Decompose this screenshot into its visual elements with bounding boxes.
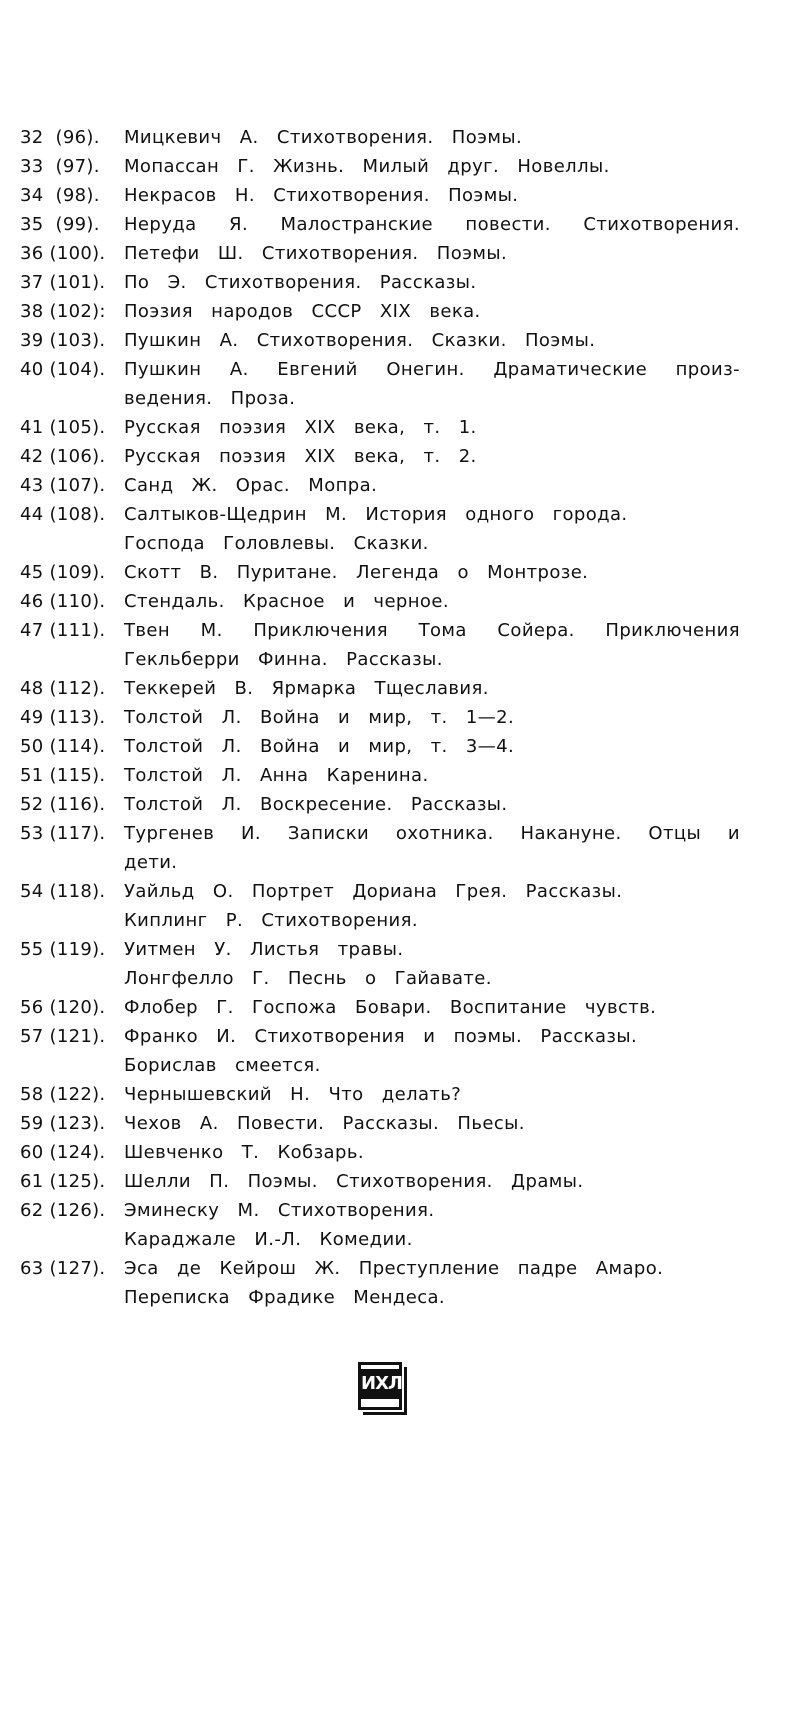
list-item xyxy=(20,558,740,587)
item-line: Караджале И.-Л. Комедии. xyxy=(124,1229,413,1250)
list-item xyxy=(20,297,740,326)
list-item xyxy=(20,761,740,790)
item-number: 53 (117). xyxy=(20,823,106,844)
item-text xyxy=(124,471,740,500)
item-text xyxy=(124,761,740,790)
item-line: Поэзия народов СССР XIX века. xyxy=(124,301,481,322)
list-item xyxy=(20,616,740,674)
item-number: 60 (124). xyxy=(20,1142,106,1163)
item-line: Петефи Ш. Стихотворения. Поэмы. xyxy=(124,243,508,264)
list-item xyxy=(20,326,740,355)
item-line: Пушкин А. Стихотворения. Сказки. Поэмы. xyxy=(124,330,596,351)
item-line: Чехов А. Повести. Рассказы. Пьесы. xyxy=(124,1113,525,1134)
item-line: Салтыков-Щедрин М. История одного города. xyxy=(124,504,628,525)
item-line: Пушкин А. Евгений Онегин. Драматические произ- xyxy=(124,359,740,380)
item-line: Киплинг Р. Стихотворения. xyxy=(124,910,418,931)
list-item xyxy=(20,993,740,1022)
list-item xyxy=(20,790,740,819)
item-number: 57 (121). xyxy=(20,1026,106,1047)
list-item xyxy=(20,355,740,413)
item-number: 55 (119). xyxy=(20,939,106,960)
item-number: 48 (112). xyxy=(20,678,106,699)
item-line: Флобер Г. Госпожа Бовари. Воспитание чувств. xyxy=(124,997,657,1018)
list-item xyxy=(20,413,740,442)
item-line: Толстой Л. Анна Каренина. xyxy=(124,765,429,786)
item-line: Уайльд О. Портрет Дориана Грея. Рассказы. xyxy=(124,881,623,902)
item-text xyxy=(124,935,740,993)
list-item xyxy=(20,1022,740,1080)
list-item xyxy=(20,1254,740,1312)
list-item xyxy=(20,1080,740,1109)
item-text xyxy=(124,703,740,732)
item-number: 54 (118). xyxy=(20,881,106,902)
item-line: Шелли П. Поэмы. Стихотворения. Драмы. xyxy=(124,1171,584,1192)
item-text xyxy=(124,1167,740,1196)
item-number: 46 (110). xyxy=(20,591,106,612)
list-item xyxy=(20,123,740,152)
item-number: 42 (106). xyxy=(20,446,106,467)
list-item xyxy=(20,877,740,935)
item-line: Лонгфелло Г. Песнь о Гайавате. xyxy=(124,968,492,989)
item-number: 43 (107). xyxy=(20,475,106,496)
item-number: 47 (111). xyxy=(20,620,106,641)
item-line: дети. xyxy=(124,852,178,873)
item-line: Франко И. Стихотворения и поэмы. Рассказы. xyxy=(124,1026,638,1047)
item-text xyxy=(124,993,740,1022)
item-line: Русская поэзия XIX века, т. 2. xyxy=(124,446,477,467)
item-line: Гекльберри Финна. Рассказы. xyxy=(124,649,443,670)
item-line: Толстой Л. Воскресение. Рассказы. xyxy=(124,794,508,815)
item-text xyxy=(124,877,740,935)
logo-text: ИХЛ xyxy=(361,1369,399,1399)
book-list xyxy=(20,123,740,1312)
item-line: Шевченко Т. Кобзарь. xyxy=(124,1142,364,1163)
list-item xyxy=(20,1138,740,1167)
list-item xyxy=(20,500,740,558)
item-line: Неруда Я. Малостранские повести. Стихотворения. xyxy=(124,214,740,235)
item-line: Эминеску М. Стихотворения. xyxy=(124,1200,435,1221)
item-text xyxy=(124,1196,740,1254)
item-number: 40 (104). xyxy=(20,359,106,380)
list-item xyxy=(20,471,740,500)
item-text xyxy=(124,558,740,587)
list-item xyxy=(20,674,740,703)
item-number: 39 (103). xyxy=(20,330,106,351)
item-line: Некрасов Н. Стихотворения. Поэмы. xyxy=(124,185,519,206)
item-text xyxy=(124,123,740,152)
item-number: 61 (125). xyxy=(20,1171,106,1192)
item-number: 51 (115). xyxy=(20,765,106,786)
list-item xyxy=(20,1167,740,1196)
item-text xyxy=(124,152,740,181)
item-line: Теккерей В. Ярмарка Тщеславия. xyxy=(124,678,489,699)
item-text xyxy=(124,1138,740,1167)
item-text xyxy=(124,442,740,471)
item-number: 56 (120). xyxy=(20,997,106,1018)
item-number: 58 (122). xyxy=(20,1084,106,1105)
item-text xyxy=(124,1022,740,1080)
publisher-logo-icon xyxy=(358,1362,408,1416)
item-number: 44 (108). xyxy=(20,504,106,525)
item-text xyxy=(124,1254,740,1312)
item-line: По Э. Стихотворения. Рассказы. xyxy=(124,272,477,293)
item-line: Борислав смеется. xyxy=(124,1055,321,1076)
item-line: Мицкевич А. Стихотворения. Поэмы. xyxy=(124,127,523,148)
list-item xyxy=(20,210,740,239)
item-text xyxy=(124,1080,740,1109)
list-item xyxy=(20,1109,740,1138)
list-item xyxy=(20,239,740,268)
item-number: 52 (116). xyxy=(20,794,106,815)
item-text xyxy=(124,239,740,268)
item-line: Эса де Кейрош Ж. Преступление падре Амаро. xyxy=(124,1258,664,1279)
item-number: 62 (126). xyxy=(20,1200,106,1221)
item-number: 35 (99). xyxy=(20,214,100,235)
item-number: 45 (109). xyxy=(20,562,106,583)
item-text xyxy=(124,500,740,558)
item-text xyxy=(124,790,740,819)
item-number: 33 (97). xyxy=(20,156,100,177)
item-line: Скотт В. Пуритане. Легенда о Монтрозе. xyxy=(124,562,589,583)
item-line: ведения. Проза. xyxy=(124,388,296,409)
list-item xyxy=(20,181,740,210)
item-line: Переписка Фрадике Мендеса. xyxy=(124,1287,446,1308)
item-line: Санд Ж. Орас. Мопра. xyxy=(124,475,378,496)
item-text xyxy=(124,616,740,674)
list-item xyxy=(20,819,740,877)
item-number: 41 (105). xyxy=(20,417,106,438)
item-text xyxy=(124,819,740,877)
item-text xyxy=(124,297,740,326)
item-line: Тургенев И. Записки охотника. Накануне. Отцы и xyxy=(124,823,740,844)
item-line: Чернышевский Н. Что делать? xyxy=(124,1084,462,1105)
item-line: Мопассан Г. Жизнь. Милый друг. Новеллы. xyxy=(124,156,610,177)
item-text xyxy=(124,268,740,297)
item-text xyxy=(124,210,740,239)
item-text xyxy=(124,587,740,616)
item-text xyxy=(124,413,740,442)
item-line: Толстой Л. Война и мир, т. 1—2. xyxy=(124,707,515,728)
item-line: Уитмен У. Листья травы. xyxy=(124,939,404,960)
list-item xyxy=(20,152,740,181)
item-text xyxy=(124,1109,740,1138)
item-number: 59 (123). xyxy=(20,1113,106,1134)
item-line: Твен М. Приключения Тома Сойера. Приключения xyxy=(124,620,740,641)
item-text xyxy=(124,326,740,355)
item-line: Господа Головлевы. Сказки. xyxy=(124,533,429,554)
item-number: 49 (113). xyxy=(20,707,106,728)
item-number: 38 (102): xyxy=(20,301,106,322)
list-item xyxy=(20,268,740,297)
list-item xyxy=(20,935,740,993)
item-text xyxy=(124,674,740,703)
item-text xyxy=(124,355,740,413)
list-item xyxy=(20,732,740,761)
item-line: Стендаль. Красное и черное. xyxy=(124,591,449,612)
item-number: 36 (100). xyxy=(20,243,106,264)
item-text xyxy=(124,732,740,761)
item-line: Толстой Л. Война и мир, т. 3—4. xyxy=(124,736,515,757)
list-item xyxy=(20,587,740,616)
list-item xyxy=(20,1196,740,1254)
item-number: 50 (114). xyxy=(20,736,106,757)
item-line: Русская поэзия XIX века, т. 1. xyxy=(124,417,477,438)
list-item xyxy=(20,442,740,471)
item-number: 34 (98). xyxy=(20,185,100,206)
item-number: 37 (101). xyxy=(20,272,106,293)
item-number: 63 (127). xyxy=(20,1258,106,1279)
item-text xyxy=(124,181,740,210)
list-item xyxy=(20,703,740,732)
item-number: 32 (96). xyxy=(20,127,100,148)
